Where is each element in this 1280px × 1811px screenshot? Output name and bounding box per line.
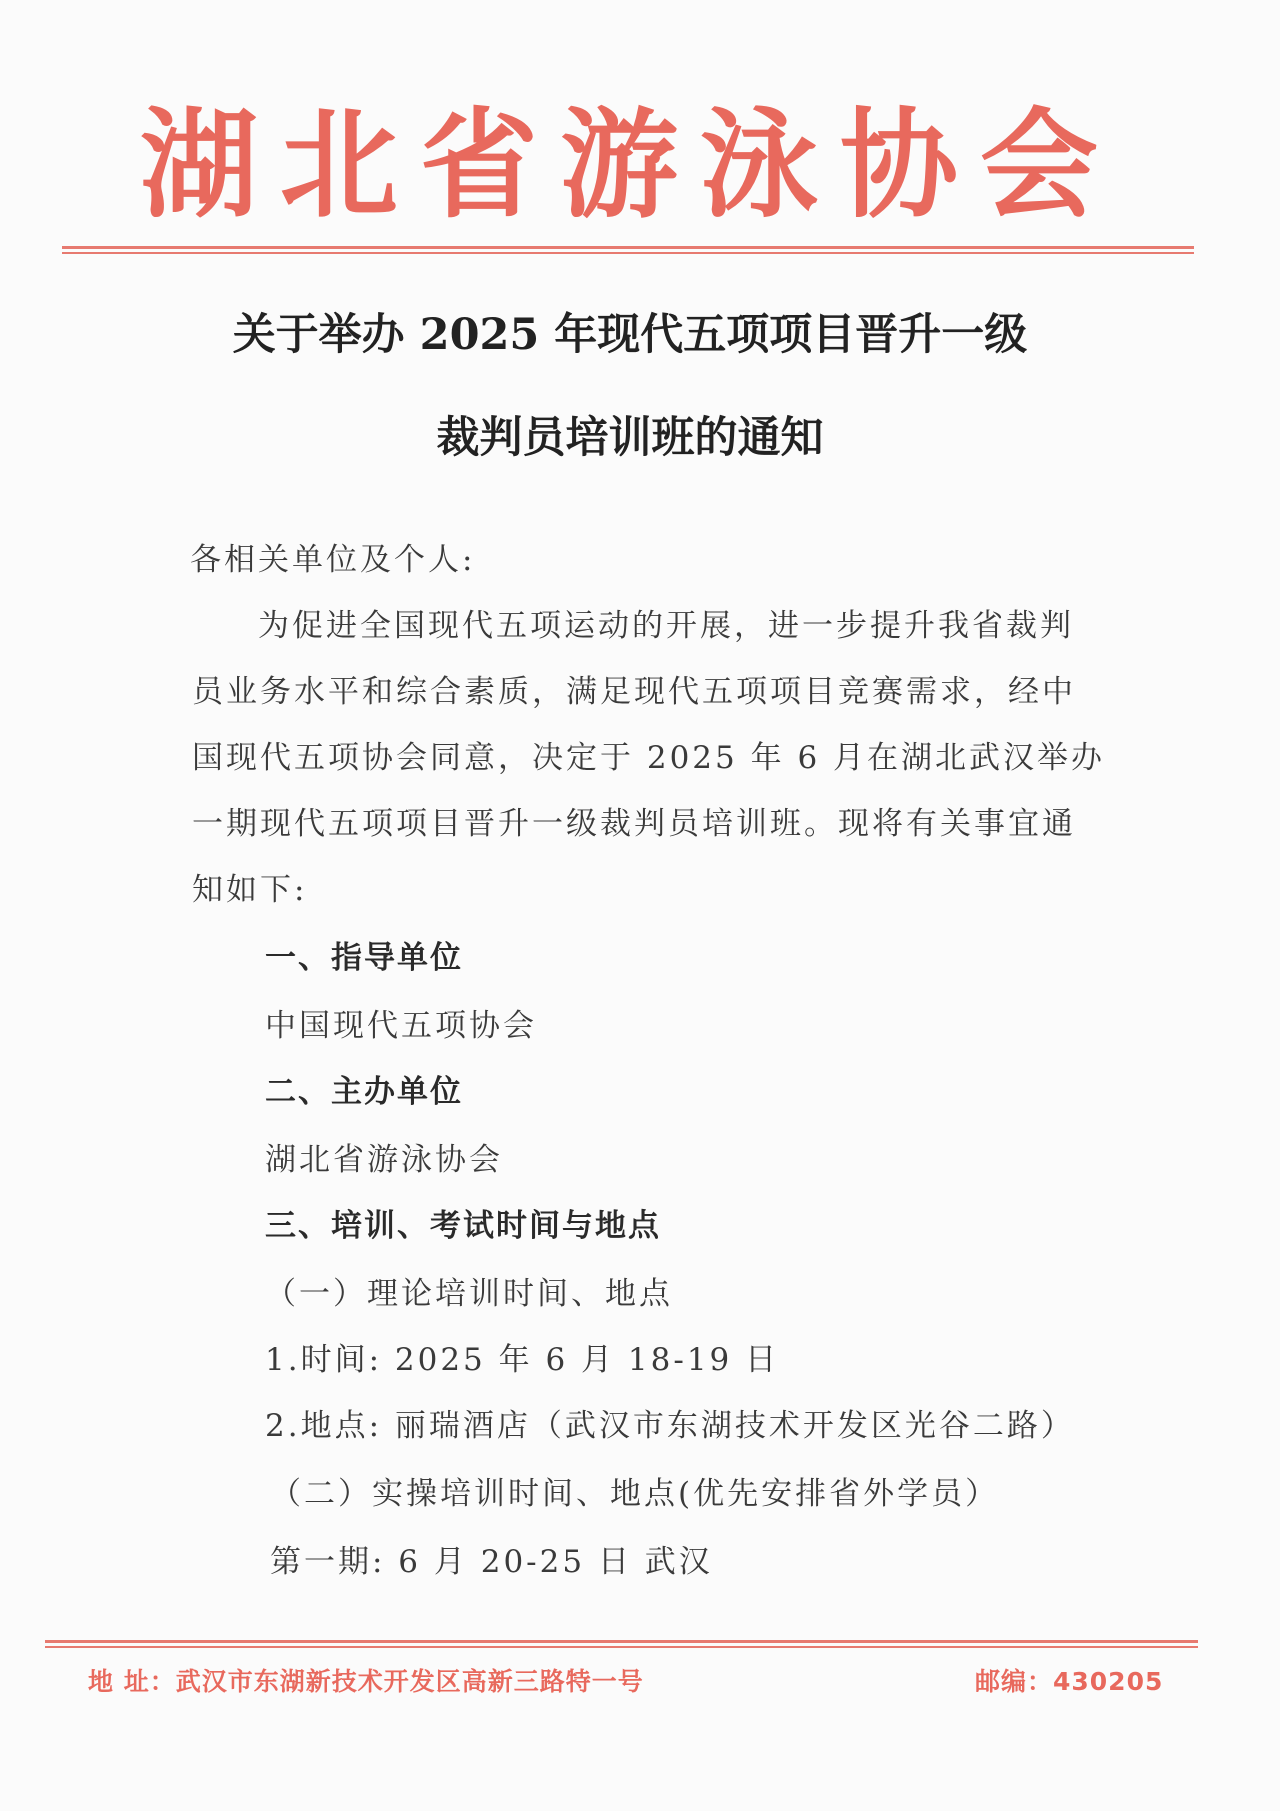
letterhead-org-name: 湖北省游泳协会	[139, 95, 1120, 234]
footer-postcode: 邮编：430205	[975, 1667, 1164, 1696]
footer-address: 地 址：武汉市东湖新技术开发区高新三路特一号	[88, 1667, 644, 1696]
theory-time: 1.时间: 2025 年 6 月 18-19 日	[265, 1342, 780, 1378]
salutation: 各相关单位及个人:	[190, 542, 476, 578]
intro-paragraph-line: 知如下:	[192, 872, 308, 908]
document-title-line-1: 关于举办 2025 年现代五项项目晋升一级	[232, 310, 1028, 360]
theory-place: 2.地点: 丽瑞酒店（武汉市东湖技术开发区光谷二路）	[265, 1408, 1075, 1444]
section-heading-time-place: 三、培训、考试时间与地点	[265, 1208, 661, 1244]
intro-paragraph-line: 一期现代五项项目晋升一级裁判员培训班。现将有关事宜通	[192, 806, 1076, 842]
intro-paragraph-line: 国现代五项协会同意，决定于 2025 年 6 月在湖北武汉举办	[192, 740, 1106, 776]
section-heading-organizer: 二、主办单位	[265, 1074, 463, 1110]
section-heading-guiding-unit: 一、指导单位	[265, 940, 463, 976]
intro-paragraph-line: 为促进全国现代五项运动的开展，进一步提升我省裁判	[258, 608, 1074, 644]
subsection-heading-theory: （一）理论培训时间、地点	[265, 1276, 673, 1312]
letterhead-divider	[62, 246, 1194, 254]
footer-divider	[45, 1640, 1198, 1648]
subsection-heading-practical: （二）实操培训时间、地点(优先安排省外学员）	[270, 1476, 1000, 1512]
intro-paragraph-line: 员业务水平和综合素质，满足现代五项项目竞赛需求，经中	[192, 674, 1076, 710]
section-text-organizer: 湖北省游泳协会	[265, 1142, 503, 1178]
section-text-guiding-unit: 中国现代五项协会	[265, 1008, 537, 1044]
document-title-line-2: 裁判员培训班的通知	[436, 413, 824, 463]
practical-phase-1: 第一期: 6 月 20-25 日 武汉	[270, 1544, 713, 1580]
